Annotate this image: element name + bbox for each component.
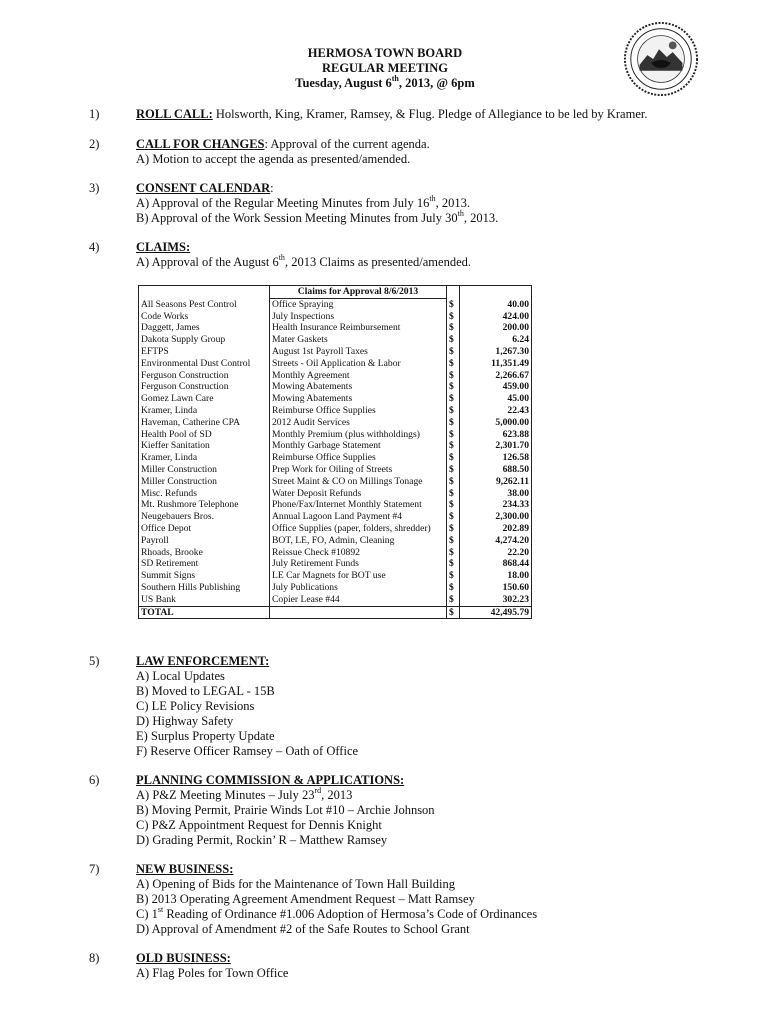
claim-dollar: $	[447, 405, 460, 417]
claim-description: July Inspections	[270, 311, 447, 323]
claim-amount: 11,351.49	[460, 358, 532, 370]
claim-dollar: $	[447, 322, 460, 334]
claim-dollar: $	[447, 311, 460, 323]
claim-vendor: Daggett, James	[139, 322, 270, 334]
claim-description: Mowing Abatements	[270, 381, 447, 393]
claim-description: Monthly Garbage Statement	[270, 440, 447, 452]
sub-item: A) Approval of the Regular Meeting Minutes from July 16th, 2013.	[136, 193, 470, 210]
claims-row	[139, 488, 532, 500]
claim-dollar: $	[447, 298, 460, 310]
claim-amount: 150.60	[460, 582, 532, 594]
sub-item: F) Reserve Officer Ramsey – Oath of Office	[136, 744, 359, 758]
claim-dollar: $	[447, 346, 460, 358]
sub-item: A) P&Z Meeting Minutes – July 23rd, 2013	[136, 785, 353, 802]
claims-row	[139, 570, 532, 582]
claim-dollar: $	[447, 440, 460, 452]
claims-row	[139, 311, 532, 323]
sub-item: B) Approval of the Work Session Meeting Minutes from July 30th, 2013.	[136, 208, 499, 225]
claim-dollar: $	[447, 393, 460, 405]
claim-vendor: Kramer, Linda	[139, 405, 270, 417]
claim-amount: 5,000.00	[460, 417, 532, 429]
claims-row	[139, 322, 532, 334]
claim-amount: 2,300.00	[460, 511, 532, 523]
claim-description: Prep Work for Oiling of Streets	[270, 464, 447, 476]
claim-amount: 688.50	[460, 464, 532, 476]
claim-amount: 424.00	[460, 311, 532, 323]
claim-dollar: $	[447, 476, 460, 488]
claims-row	[139, 464, 532, 476]
claim-vendor: Misc. Refunds	[139, 488, 270, 500]
claims-row	[139, 334, 532, 346]
claim-amount: 40.00	[460, 298, 532, 310]
claim-description: Mowing Abatements	[270, 393, 447, 405]
claim-amount: 2,266.67	[460, 370, 532, 382]
claims-row	[139, 452, 532, 464]
item-text: : Approval of the current agenda.	[264, 137, 430, 151]
claim-vendor: Ferguson Construction	[139, 381, 270, 393]
claims-row	[139, 298, 532, 310]
claims-row	[139, 346, 532, 358]
claim-dollar: $	[447, 499, 460, 511]
claim-dollar: $	[447, 558, 460, 570]
claims-row	[139, 535, 532, 547]
claim-description: Office Supplies (paper, folders, shredder)	[270, 523, 447, 535]
claims-row	[139, 582, 532, 594]
item-title: ROLL CALL:	[136, 107, 213, 121]
claims-row	[139, 417, 532, 429]
claim-amount: 18.00	[460, 570, 532, 582]
item-title: LAW ENFORCEMENT:	[136, 654, 270, 668]
claim-dollar: $	[447, 547, 460, 559]
claim-amount: 2,301.70	[460, 440, 532, 452]
claim-description: Phone/Fax/Internet Monthly Statement	[270, 499, 447, 511]
sub-item: A) Local Updates	[136, 669, 225, 683]
claim-description: Reissue Check #10892	[270, 547, 447, 559]
claim-amount: 302.23	[460, 594, 532, 606]
header-date: Tuesday, August 6th, 2013, @ 6pm	[295, 73, 475, 90]
item-title: OLD BUSINESS:	[136, 951, 231, 965]
meeting-header	[0, 46, 770, 91]
claims-row	[139, 547, 532, 559]
claim-dollar: $	[447, 370, 460, 382]
item-title: PLANNING COMMISSION & APPLICATIONS:	[136, 773, 405, 787]
sub-item: D) Grading Permit, Rockin’ R – Matthew Ramsey	[136, 833, 388, 847]
claims-row	[139, 405, 532, 417]
claim-description: Annual Lagoon Land Payment #4	[270, 511, 447, 523]
claim-description: Water Deposit Refunds	[270, 488, 447, 500]
claim-amount: 45.00	[460, 393, 532, 405]
claim-description: July Publications	[270, 582, 447, 594]
claim-vendor: Environmental Dust Control	[139, 358, 270, 370]
sub-item: B) Moved to LEGAL - 15B	[136, 684, 275, 698]
claim-vendor: Miller Construction	[139, 476, 270, 488]
claim-amount: 22.43	[460, 405, 532, 417]
claim-amount: 6.24	[460, 334, 532, 346]
sub-item: C) LE Policy Revisions	[136, 699, 255, 713]
claims-row	[139, 381, 532, 393]
claim-dollar: $	[447, 358, 460, 370]
item-title: CONSENT CALENDAR	[136, 181, 271, 195]
claim-description: Reimburse Office Supplies	[270, 452, 447, 464]
claim-vendor: Miller Construction	[139, 464, 270, 476]
claim-dollar: $	[447, 417, 460, 429]
sub-item: D) Approval of Amendment #2 of the Safe Routes to School Grant	[136, 922, 470, 936]
sub-item: B) 2013 Operating Agreement Amendment Request – Matt Ramsey	[136, 892, 475, 906]
claim-description: Reimburse Office Supplies	[270, 405, 447, 417]
claim-vendor: Kieffer Sanitation	[139, 440, 270, 452]
claims-row	[139, 358, 532, 370]
claims-row	[139, 523, 532, 535]
claim-vendor: Kramer, Linda	[139, 452, 270, 464]
claim-vendor: All Seasons Pest Control	[139, 298, 270, 310]
claim-description: Streets - Oil Application & Labor	[270, 358, 447, 370]
item-number: 3)	[89, 181, 100, 195]
item-number: 1)	[89, 107, 100, 121]
claim-vendor: Haveman, Catherine CPA	[139, 417, 270, 429]
claims-row	[139, 370, 532, 382]
claim-description: Office Spraying	[270, 298, 447, 310]
claim-amount: 1,267.30	[460, 346, 532, 358]
claim-description: Health Insurance Reimbursement	[270, 322, 447, 334]
claims-row	[139, 511, 532, 523]
claim-description: Monthly Premium (plus withholdings)	[270, 429, 447, 441]
claims-row	[139, 429, 532, 441]
sub-item: C) P&Z Appointment Request for Dennis Knight	[136, 818, 382, 832]
sub-item: B) Moving Permit, Prairie Winds Lot #10 – Archie Johnson	[136, 803, 435, 817]
claims-row	[139, 476, 532, 488]
claim-description: 2012 Audit Services	[270, 417, 447, 429]
claim-dollar: $	[447, 594, 460, 606]
item-number: 2)	[89, 137, 100, 151]
claim-vendor: Office Depot	[139, 523, 270, 535]
sub-item: A) Flag Poles for Town Office	[136, 966, 289, 980]
claim-vendor: Ferguson Construction	[139, 370, 270, 382]
item-title: CALL FOR CHANGES	[136, 137, 265, 151]
sub-item: C) 1st Reading of Ordinance #1.006 Adoption of Hermosa’s Code of Ordinances	[136, 904, 538, 921]
claim-dollar: $	[447, 334, 460, 346]
claim-vendor: SD Retirement	[139, 558, 270, 570]
claim-amount: 4,274.20	[460, 535, 532, 547]
sub-item: A) Opening of Bids for the Maintenance of Town Hall Building	[136, 877, 455, 891]
claim-vendor: Gomez Lawn Care	[139, 393, 270, 405]
claim-vendor: US Bank	[139, 594, 270, 606]
header-subtitle: REGULAR MEETING	[321, 61, 449, 75]
claim-vendor: Health Pool of SD	[139, 429, 270, 441]
claims-total-row	[139, 606, 532, 619]
claim-vendor: Mt. Rushmore Telephone	[139, 499, 270, 511]
claim-description: July Retirement Funds	[270, 558, 447, 570]
claim-amount: 234.33	[460, 499, 532, 511]
claim-amount: 202.89	[460, 523, 532, 535]
sub-item: D) Highway Safety	[136, 714, 234, 728]
claim-description: Street Maint & CO on Millings Tonage	[270, 476, 447, 488]
claim-dollar: $	[447, 582, 460, 594]
claim-description: Mater Gaskets	[270, 334, 447, 346]
item-text: Holsworth, King, Kramer, Ramsey, & Flug. Pledge of Allegiance to be led by Kramer.	[212, 107, 648, 121]
claim-description: BOT, LE, FO, Admin, Cleaning	[270, 535, 447, 547]
claim-dollar: $	[447, 452, 460, 464]
claim-vendor: EFTPS	[139, 346, 270, 358]
claim-description: Monthly Agreement	[270, 370, 447, 382]
claim-amount: 126.58	[460, 452, 532, 464]
claim-dollar: $	[447, 429, 460, 441]
header-title: HERMOSA TOWN BOARD	[307, 46, 463, 60]
claim-dollar: $	[447, 535, 460, 547]
claim-description: Copier Lease #44	[270, 594, 447, 606]
total-dollar: $	[447, 606, 460, 619]
claims-row	[139, 499, 532, 511]
sub-item: A) Approval of the August 6th, 2013 Claims as presented/amended.	[136, 252, 472, 269]
claim-dollar: $	[447, 570, 460, 582]
claim-description: LE Car Magnets for BOT use	[270, 570, 447, 582]
claim-dollar: $	[447, 523, 460, 535]
claim-description: August 1st Payroll Taxes	[270, 346, 447, 358]
item-number: 5)	[89, 654, 100, 668]
claim-dollar: $	[447, 488, 460, 500]
claim-amount: 868.44	[460, 558, 532, 570]
claim-vendor: Code Works	[139, 311, 270, 323]
item-number: 6)	[89, 773, 100, 787]
item-title: CLAIMS:	[136, 240, 191, 254]
claim-dollar: $	[447, 464, 460, 476]
item-number: 8)	[89, 951, 100, 965]
claim-vendor: Payroll	[139, 535, 270, 547]
claims-row	[139, 440, 532, 452]
item-number: 7)	[89, 862, 100, 876]
claim-amount: 9,262.11	[460, 476, 532, 488]
claims-table	[138, 285, 532, 619]
sub-item: A) Motion to accept the agenda as presented/amended.	[136, 152, 411, 166]
claim-amount: 623.88	[460, 429, 532, 441]
claim-amount: 200.00	[460, 322, 532, 334]
sub-item: E) Surplus Property Update	[136, 729, 275, 743]
total-value: 42,495.79	[460, 606, 532, 619]
claim-vendor: Dakota Supply Group	[139, 334, 270, 346]
total-label: TOTAL	[139, 606, 270, 619]
claims-row	[139, 558, 532, 570]
claim-vendor: Summit Signs	[139, 570, 270, 582]
claims-table-title: Claims for Approval 8/6/2013	[270, 286, 447, 299]
claim-dollar: $	[447, 511, 460, 523]
claims-row	[139, 393, 532, 405]
item-title: NEW BUSINESS:	[136, 862, 234, 876]
claim-vendor: Rhoads, Brooke	[139, 547, 270, 559]
claims-row	[139, 594, 532, 606]
claim-amount: 459.00	[460, 381, 532, 393]
claims-table-body	[139, 298, 532, 606]
claim-vendor: Southern Hills Publishing	[139, 582, 270, 594]
claim-amount: 22.20	[460, 547, 532, 559]
claim-vendor: Neugebauers Bros.	[139, 511, 270, 523]
item-number: 4)	[89, 240, 100, 254]
claim-dollar: $	[447, 381, 460, 393]
claim-amount: 38.00	[460, 488, 532, 500]
